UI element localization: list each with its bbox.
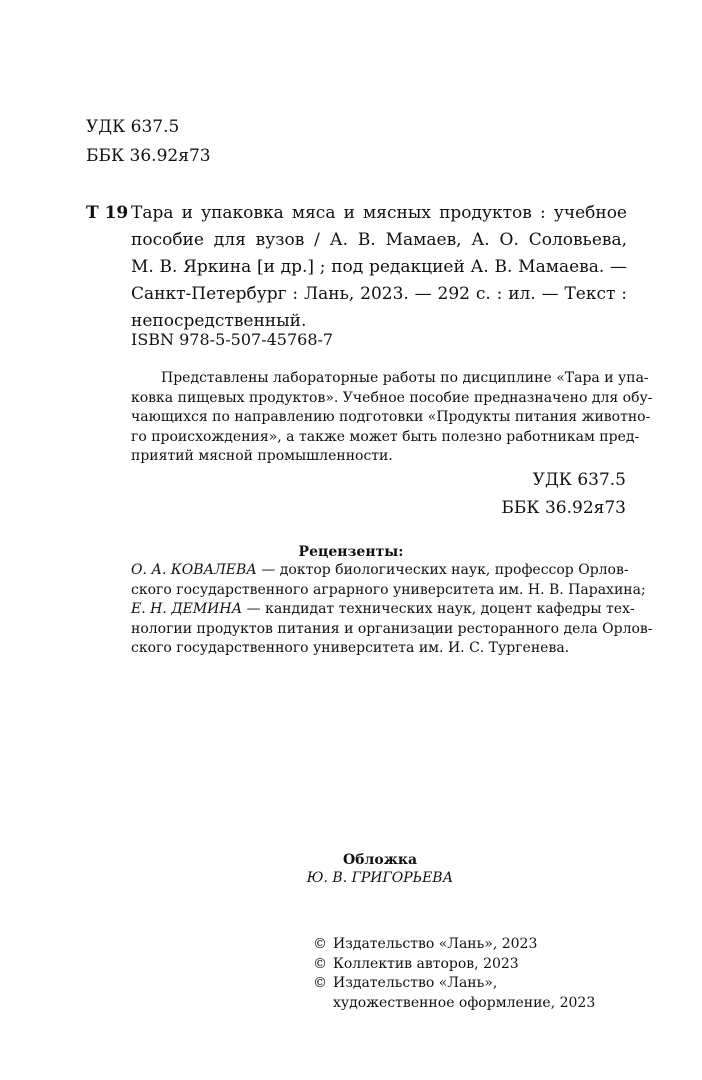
reviewer-1-line: ского государственного аграрного университета им. Н. В. Парахина; xyxy=(131,581,646,598)
bottom-udk-code: УДК 637.5 xyxy=(532,470,626,490)
isbn: ISBN 978-5-507-45768-7 xyxy=(131,330,334,349)
reviewers-list xyxy=(131,561,653,659)
copyright-text: Издательство «Лань», 2023 xyxy=(333,936,538,952)
copyright-line xyxy=(313,935,595,955)
reviewer-2-line: ского государственного университета им. И. С. Тургенева. xyxy=(131,640,570,656)
cover-artist: Ю. В. ГРИГОРЬЕВА xyxy=(306,870,454,886)
author-mark: Т 19 xyxy=(86,203,129,223)
biblio-line: пособие для вузов / А. В. Мамаев, А. О. Соловьева, xyxy=(131,230,627,250)
biblio-line: непосредственный. xyxy=(131,311,307,331)
copyright-symbol: © xyxy=(313,936,327,952)
copyright-symbol: © xyxy=(313,975,327,991)
copyright-line: художественное оформление, 2023 xyxy=(333,994,596,1011)
annotation-line: ковка пищевых продуктов». Учебное пособие предназначено для обу- xyxy=(131,389,653,406)
annotation-line: чающихся по направлению подготовки «Продукты питания животно- xyxy=(131,409,651,425)
reviewer-2-line xyxy=(131,600,635,620)
copyright-text: Издательство «Лань», xyxy=(333,975,498,991)
biblio-line: М. В. Яркина [и др.] ; под редакцией А. В. Мамаева. — xyxy=(131,257,627,277)
cover-heading: Обложка xyxy=(342,852,418,868)
copyright-text: Коллектив авторов, 2023 xyxy=(333,955,519,972)
reviewer-2-line: нологии продуктов питания и организации ресторанного дела Орлов- xyxy=(131,620,653,637)
copyright-line xyxy=(313,955,595,975)
copyright-symbol: © xyxy=(313,955,327,972)
biblio-line: Тара и упаковка мяса и мясных продуктов : учебное xyxy=(131,203,627,223)
biblio-line: Санкт-Петербург : Лань, 2023. — 292 с. : ил. — Текст : xyxy=(131,284,627,304)
reviewer-1-line xyxy=(131,561,627,581)
reviewer-1-text: — доктор биологических наук, профессор Орлов- xyxy=(256,562,629,578)
annotation-line: го происхождения», а также может быть полезно работникам пред- xyxy=(131,428,640,445)
reviewer-2-name: Е. Н. ДЕМИНА xyxy=(131,601,243,617)
top-udk-code: УДК 637.5 xyxy=(86,117,180,137)
reviewers-heading: Рецензенты: xyxy=(298,544,404,560)
reviewer-1-name: О. А. КОВАЛЕВА xyxy=(131,562,257,578)
bibliographic-description xyxy=(131,200,627,335)
reviewer-2-text: — кандидат технических наук, доцент кафедры тех- xyxy=(242,601,635,617)
top-bbk-code: ББК 36.92я73 xyxy=(86,146,211,166)
annotation xyxy=(131,369,653,467)
annotation-line: Представлены лабораторные работы по дисциплине «Тара и упа- xyxy=(161,370,649,386)
copyright-line xyxy=(313,974,595,994)
annotation-line: приятий мясной промышленности. xyxy=(131,448,393,464)
bottom-bbk-code: ББК 36.92я73 xyxy=(501,498,626,518)
copyright-block xyxy=(313,935,595,1013)
